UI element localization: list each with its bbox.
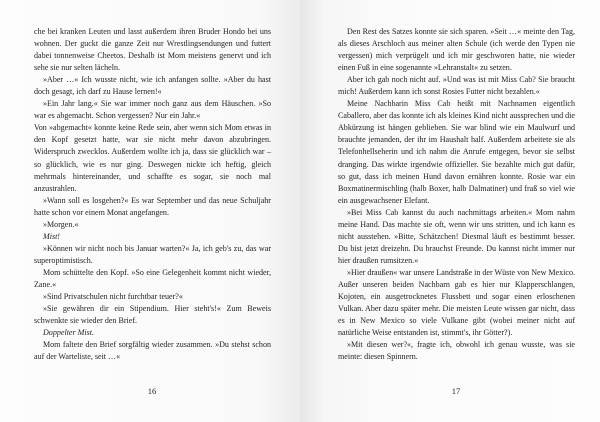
- right-page-text: [338, 26, 575, 363]
- paragraph: che bei kranken Leuten und lasst außerdem ihren Bruder Hondo bei uns wohnen. Der guckt die ganze Zeit nur Wrestlingsendungen und futtert dabei tonnenweise Cheetos. Deshalb ist Mom meistens genervt und ich sehe sie nur selten lächeln.: [34, 27, 271, 73]
- paragraph: »Morgen.«: [43, 219, 79, 229]
- paragraph: Aber ich gab noch nicht auf. »Und was ist mit Miss Cab? Sie braucht mich! Außerdem kann ich sonst Rosies Futter nicht bezahlen.«: [338, 75, 575, 97]
- paragraph: »Ein Jahr lang.« Sie war immer noch ganz aus dem Häuschen. »So war es abgemacht. Schon vergessen? Nur ein Jahr.«: [34, 99, 271, 121]
- paragraph: Meine Nachbarin Miss Cab heißt mit Nachnamen eigentlich Caballero, aber das konnte ich als kleines Kind nicht aussprechen und die Abkürzung ist hängen geblieben. Sie war blind wie ein Maulwurf und brauchte jemanden, der ihr im Haushalt half. Außerdem arbeitete sie als Telefonhellseherin und ich nahm die Anrufe entgegen, bevor sie selbst dranging. Das wirkte irgendwie offizieller. Sie bezahlte mich gut dafür, so gut, dass ich meinen Hund davon ernähren konnte. Rosie war ein Boxmatinermischling (halb Boxer, halb Dalmatiner) und fraß so viel wie ein ausgewachsener Elefant.: [338, 99, 575, 205]
- paragraph: »Aber …« Ich wusste nicht, wie ich anfangen sollte. »Aber du hast doch gesagt, ich darf zu Hause lernen!«: [34, 75, 271, 97]
- paragraph: »Hier draußen« war unsere Landstraße in der Wüste von New Mexico. Außer unseren beiden Nachbarn gab es hier nur Klapperschlangen, Kojoten, ein ausgetrocknetes Flussbett und sogar einen erloschenen Vulkan. Aber dazu später mehr. Die meisten Leute wissen gar nicht, dass es in New Mexico so viele Vulkane gibt (wobei meiner nicht auf natürliche Weise entstanden ist, stimmt's, ihr Götter?).: [338, 267, 575, 338]
- paragraph: »Mit diesen wer?«, fragte ich, obwohl ich genau wusste, was sie meinte: diesen Spinnern.: [338, 340, 575, 362]
- paragraph: Mom schüttelte den Kopf. »So eine Gelegenheit kommt nicht wieder, Zane.«: [34, 267, 271, 289]
- paragraph: »Wann soll es losgehen?« Es war September und das neue Schuljahr hatte schon vor einem Monat angefangen.: [34, 195, 271, 217]
- paragraph-italic: Mist!: [43, 231, 60, 241]
- paragraph: »Können wir nicht noch bis Januar warten?« Ja, ich geb's zu, das war superoptimistisch.: [34, 243, 271, 265]
- paragraph: Von »abgemacht« konnte keine Rede sein, aber wenn sich Mom etwas in den Kopf gesetzt hatte, war sie nicht mehr davon abzubringen. Widerspruch zwecklos. Außerdem wollte ich ja, dass sie glücklich war – so glücklich, wie es nur ging. Deswegen nickte ich heftig, gleich mehrmals hintereinander, und schaffte es sogar, sie noch mal anzustrahlen.: [34, 123, 271, 193]
- left-page-text: [34, 26, 271, 363]
- paragraph: »Sie gewähren dir ein Stipendium. Hier steht's!« Zum Beweis schwenkte sie wieder den Brief.: [34, 304, 271, 326]
- paragraph: »Sind Privatschulen nicht furchtbar teuer?«: [43, 292, 183, 302]
- paragraph: Mom faltete den Brief sorgfältig wieder zusammen. »Du stehst schon auf der Warteliste, seit …«: [34, 340, 271, 362]
- right-page: [300, 0, 600, 422]
- paragraph: Den Rest des Satzes konnte sie sich sparen. »Seit …« meinte den Tag, als dieses Arschloch aus meiner alten Schule (ich werde den Typen nie vergessen) mich verprügelt und ich mir geschworen hatte, nie wieder einen Fuß in eine sogenannte »Lehranstalt« zu setzen.: [338, 27, 575, 73]
- paragraph-italic: Doppelter Mist.: [43, 328, 94, 338]
- paragraph: »Bei Miss Cab kannst du auch nachmittags arbeiten.« Mom nahm meine Hand. Das machte sie oft, wenn wir uns stritten, und ich kann es nicht ausstehen. »Bitte, Schätzchen! Diesmal läuft es bestimmt besser. Du bist jetzt dreizehn. Du brauchst Freunde. Du kannst nicht immer nur hier draußen rumsitzen.«: [338, 207, 575, 265]
- page-number: 17: [451, 386, 461, 396]
- page-number: 16: [147, 386, 157, 396]
